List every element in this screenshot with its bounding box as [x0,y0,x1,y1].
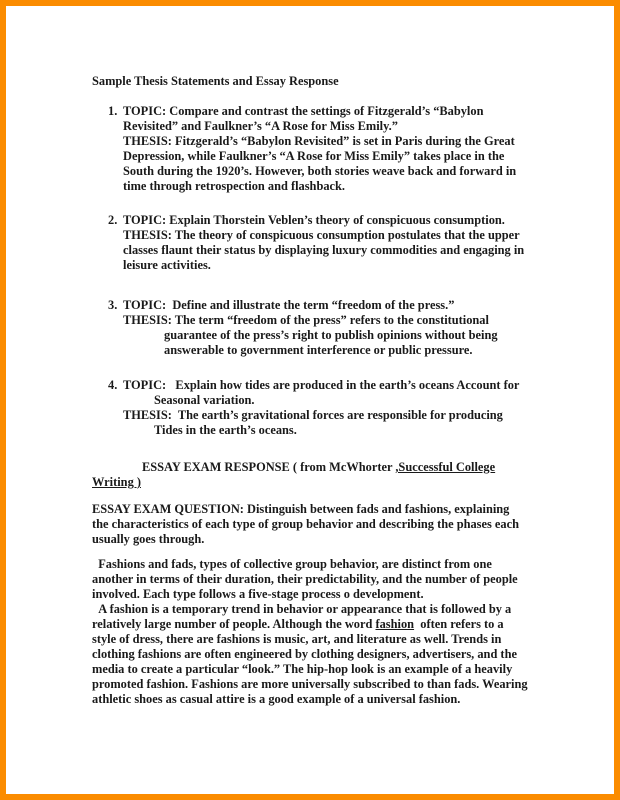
list-item-number: 2. [108,213,118,227]
page-content [6,6,614,707]
list-item-number: 1. [108,104,118,118]
topic-text: TOPIC: Compare and contrast the settings of Fitzgerald’s “Babylon Revisited” and Faulkner’s “A Rose for Miss Emily.” [123,104,487,133]
page-title: Sample Thesis Statements and Essay Response [92,74,339,88]
topic-text: TOPIC: Explain how tides are produced in the earth’s oceans Account for Seasonal variation. [123,378,523,407]
list-item-body [123,213,528,273]
list-item-body [123,104,528,194]
thesis-text: THESIS: The theory of conspicuous consumption postulates that the upper classes flaunt their status by displaying luxury commodities and engaging in leisure activities. [123,228,528,272]
list-item-body [123,298,528,358]
fads-fashions-paragraph: Fashions and fads, types of collective group behavior, are distinct from one another in terms of their duration, their predictability, and the number of people involved. Each type follows a five-stage process o development. [92,557,521,601]
list-item-body [123,378,528,438]
topic-text: TOPIC: Explain Thorstein Veblen’s theory of conspicuous consumption. [123,213,505,227]
list-item [92,104,528,194]
list-item [92,213,528,273]
thesis-text: THESIS: The earth’s gravitational forces are responsible for producing Tides in the earth’s oceans. [123,408,506,437]
essay-exam-response-heading: ESSAY EXAM RESPONSE ( from McWhorter ,Successful College Writing ) [92,460,496,489]
thesis-text: THESIS: The term “freedom of the press” refers to the constitutional guarantee of the press’s right to publish opinions without being answerable to government interference or public pressure. [123,313,501,357]
list-item-number: 3. [108,298,118,312]
thesis-text: THESIS: Fitzgerald’s “Babylon Revisited” is set in Paris during the Great Depression, while Faulkner’s “A Rose for Miss Emily” takes place in the South during the 1920’s. However, both stories weave back and forward in time through retrospection and flashback. [123,134,520,193]
essay-exam-question: ESSAY EXAM QUESTION: Distinguish between fads and fashions, explaining the characteristics of each type of group behavior and describing the phases each usually goes through. [92,502,523,546]
topic-text: TOPIC: Define and illustrate the term “freedom of the press.” [123,298,455,312]
list-item [92,378,528,438]
list-item-number: 4. [108,378,118,392]
thesis-statements-list [92,104,528,438]
fashion-detail-paragraph: A fashion is a temporary trend in behavior or appearance that is followed by a relatively large number of people. Although the word fashion often refers to a style of dress, there are fashions is music, art, and literature as well. Trends in clothing fashions are often engineered by clothing designers, advertisers, and the media to create a particular “look.” The hip-hop look is an example of a heavily promoted fashion. Fashions are more universally subscribed to than fads. Wearing athletic shoes as casual attire is a good example of a universal fashion. [92,602,531,706]
list-item [92,298,528,358]
